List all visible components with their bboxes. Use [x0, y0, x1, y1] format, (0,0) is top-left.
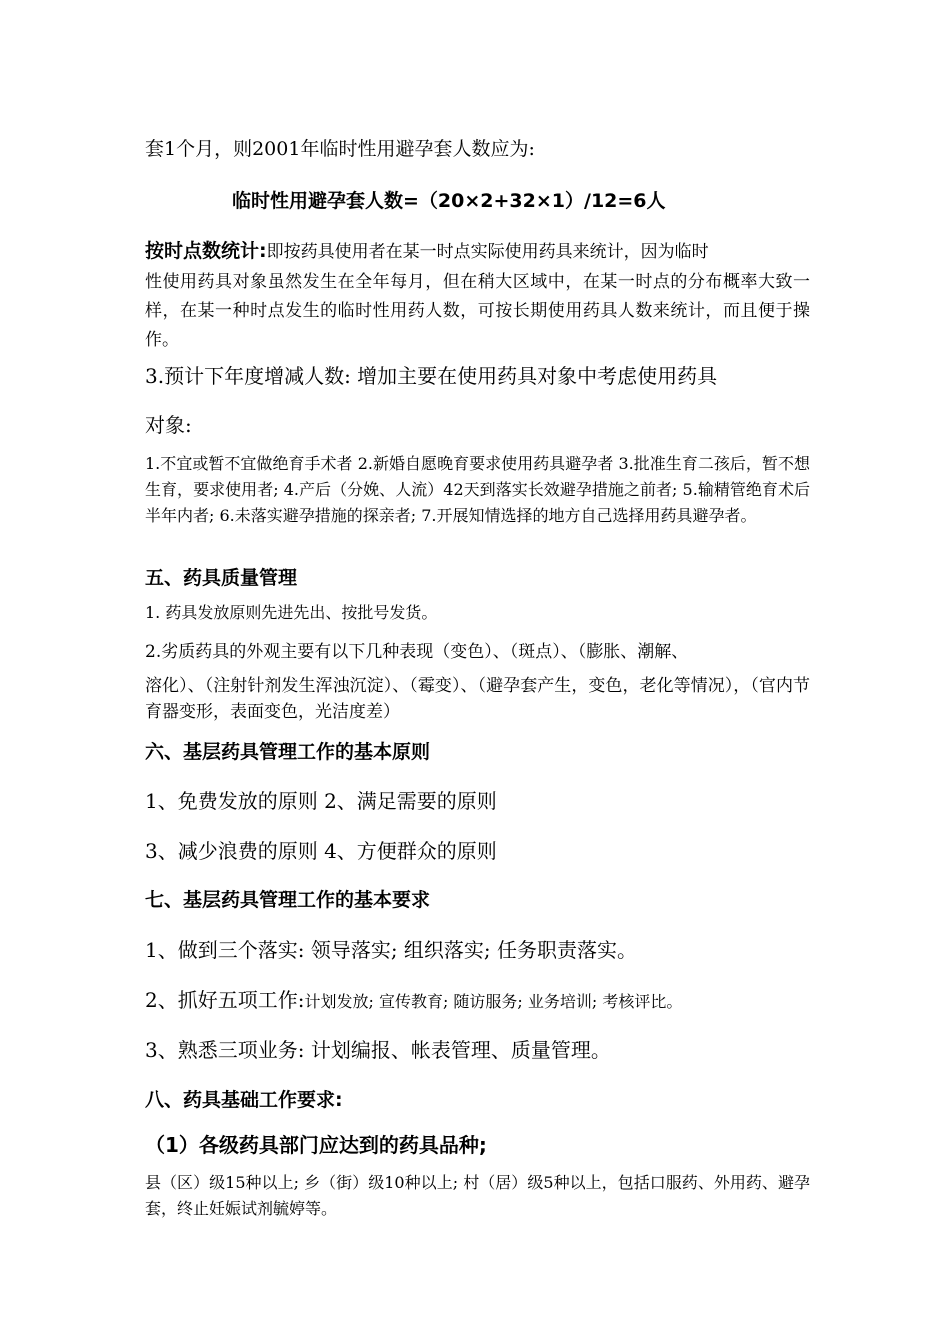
point-stat-paragraph: 性使用药具对象虽然发生在全年每月，但在稍大区域中，在某一时点的分布概率大致一样，在某一种时点发生的临时性用药人数，可按长期使用药具人数来统计，而且便于操作。 — [145, 272, 810, 350]
section6-heading: 六、基层药具管理工作的基本原则 — [145, 741, 431, 763]
section8-subheading-1: （1）各级药具部门应达到的药具品种; — [145, 1133, 487, 1157]
section7-item2-text: 计划发放; 宣传教育; 随访服务; 业务培训; 考核评比。 — [304, 992, 683, 1011]
section7-item3: 3、熟悉三项业务: 计划编报、帐表管理、质量管理。 — [145, 1038, 611, 1062]
point-stat-first-line — [145, 236, 815, 263]
point-stat-first-text: 即按药具使用者在某一时点实际使用药具来统计，因为临时 — [266, 242, 709, 262]
intro-line: 套1个月，则2001年临时性用避孕套人数应为: — [145, 138, 535, 160]
formula-line: 临时性用避孕套人数=（20×2+32×1）/12=6人 — [232, 190, 666, 212]
section5-item2-line1: 2.劣质药具的外观主要有以下几种表现（变色）、（斑点）、（膨胀、潮解、 — [145, 642, 689, 662]
item3-line1: 3.预计下年度增减人数: 增加主要在使用药具对象中考虑使用药具 — [145, 364, 718, 388]
section5-heading: 五、药具质量管理 — [145, 567, 298, 589]
point-stat-label: 按时点数统计: — [145, 240, 267, 262]
section7-heading: 七、基层药具管理工作的基本要求 — [145, 889, 431, 911]
item3-list-paragraph: 1.不宜或暂不宜做绝育手术者 2.新婚自愿晚育要求使用药具避孕者 3.批准生育二孩后，暂不想生育，要求使用者; 4.产后（分娩、人流）42天到落实长效避孕措施之前者; 5.输精管绝育术后半年内者; 6.未落实避孕措施的探亲者; 7.开展知情选择的地方自己选择用药具避孕者。 — [145, 454, 810, 525]
section5-item1: 1. 药具发放原则先进先出、按批号发货。 — [145, 603, 438, 622]
section5-item2-paragraph: 溶化）、（注射针剂发生浑浊沉淀）、（霉变）、（避孕套产生，变色，老化等情况），（官内节育器变形，表面变色，光洁度差） — [145, 676, 810, 722]
section7-item2-prefix: 2、抓好五项工作: — [145, 988, 305, 1012]
item3-line2: 对象: — [145, 413, 192, 437]
section8-sub1-paragraph: 县（区）级15种以上; 乡（街）级10种以上; 村（居）级5种以上，包括口服药、外用药、避孕套，终止妊娠试剂毓婷等。 — [145, 1173, 810, 1218]
section6-line1: 1、免费发放的原则 2、满足需要的原则 — [145, 789, 497, 813]
section7-item1: 1、做到三个落实: 领导落实; 组织落实; 任务职责落实。 — [145, 938, 638, 962]
section6-line2: 3、减少浪费的原则 4、方便群众的原则 — [145, 839, 497, 863]
section7-item2 — [145, 984, 815, 1013]
section8-heading: 八、药具基础工作要求: — [145, 1089, 343, 1111]
